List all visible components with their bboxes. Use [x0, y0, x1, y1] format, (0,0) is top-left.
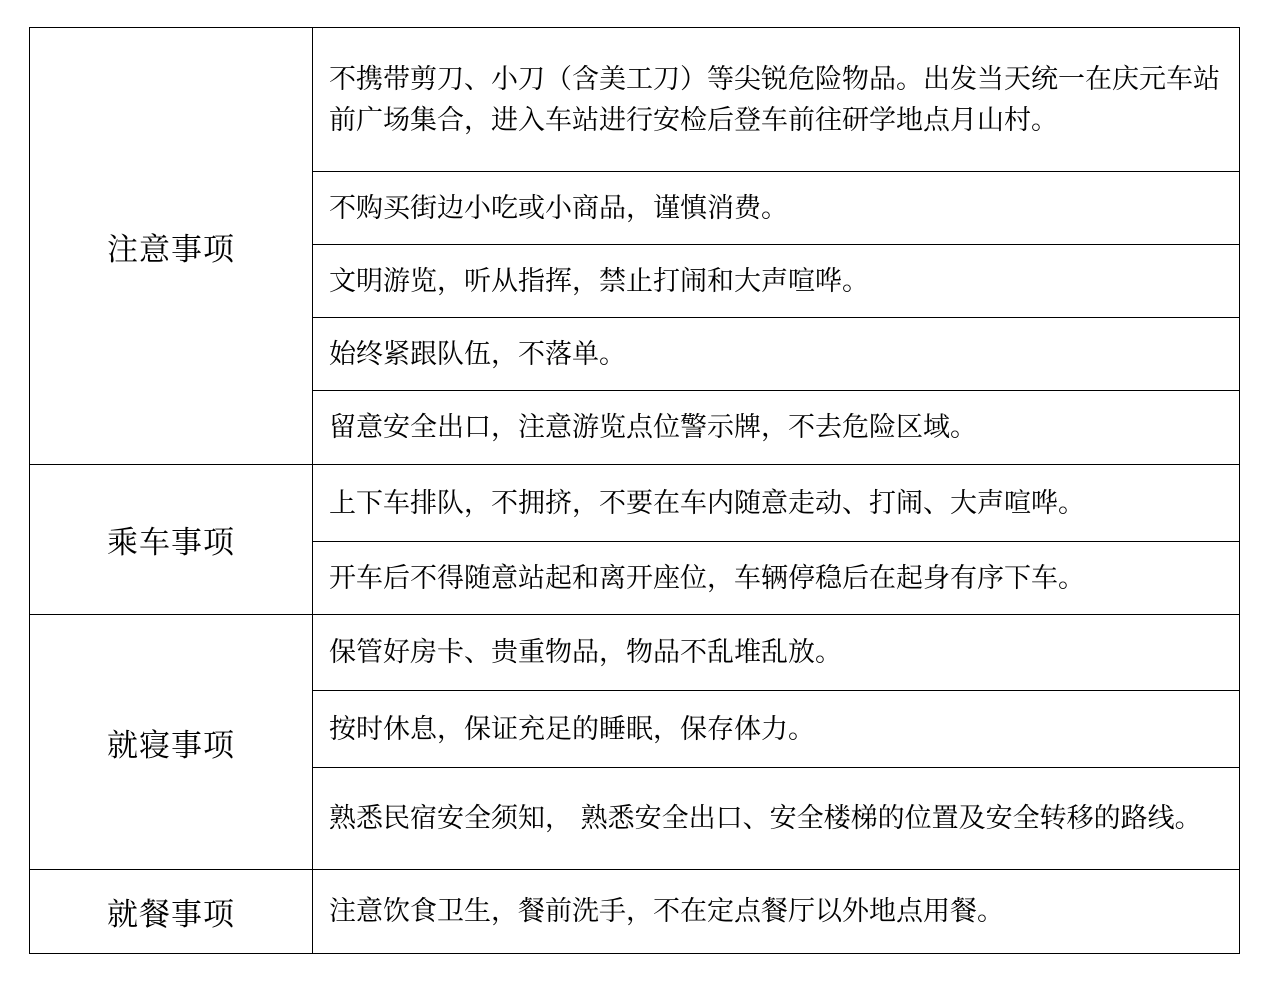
- item-cell: 留意安全出口，注意游览点位警示牌，不去危险区域。: [313, 391, 1240, 465]
- item-cell: 文明游览，听从指挥，禁止打闹和大声喧哗。: [313, 245, 1240, 318]
- item-cell: 不购买街边小吃或小商品，谨慎消费。: [313, 172, 1240, 245]
- item-cell: 上下车排队，不拥挤，不要在车内随意走动、打闹、大声喧哗。: [313, 465, 1240, 542]
- table-row: [30, 28, 1240, 172]
- item-cell: 熟悉民宿安全须知， 熟悉安全出口、安全楼梯的位置及安全转移的路线。: [313, 768, 1240, 870]
- safety-notes-table: [29, 27, 1240, 954]
- table-row: [30, 870, 1240, 954]
- category-cell: 注意事项: [30, 28, 313, 465]
- category-cell: 乘车事项: [30, 465, 313, 615]
- item-cell: 开车后不得随意站起和离开座位，车辆停稳后在起身有序下车。: [313, 542, 1240, 615]
- item-cell: 注意饮食卫生，餐前洗手，不在定点餐厅以外地点用餐。: [313, 870, 1240, 954]
- item-cell: 保管好房卡、贵重物品，物品不乱堆乱放。: [313, 615, 1240, 691]
- item-cell: 不携带剪刀、小刀（含美工刀）等尖锐危险物品。出发当天统一在庆元车站前广场集合，进入车站进行安检后登车前往研学地点月山村。: [313, 28, 1240, 172]
- category-cell: 就寝事项: [30, 615, 313, 870]
- item-cell: 始终紧跟队伍，不落单。: [313, 318, 1240, 391]
- table-row: [30, 465, 1240, 542]
- table-row: [30, 615, 1240, 691]
- item-cell: 按时休息，保证充足的睡眠，保存体力。: [313, 691, 1240, 768]
- category-cell: 就餐事项: [30, 870, 313, 954]
